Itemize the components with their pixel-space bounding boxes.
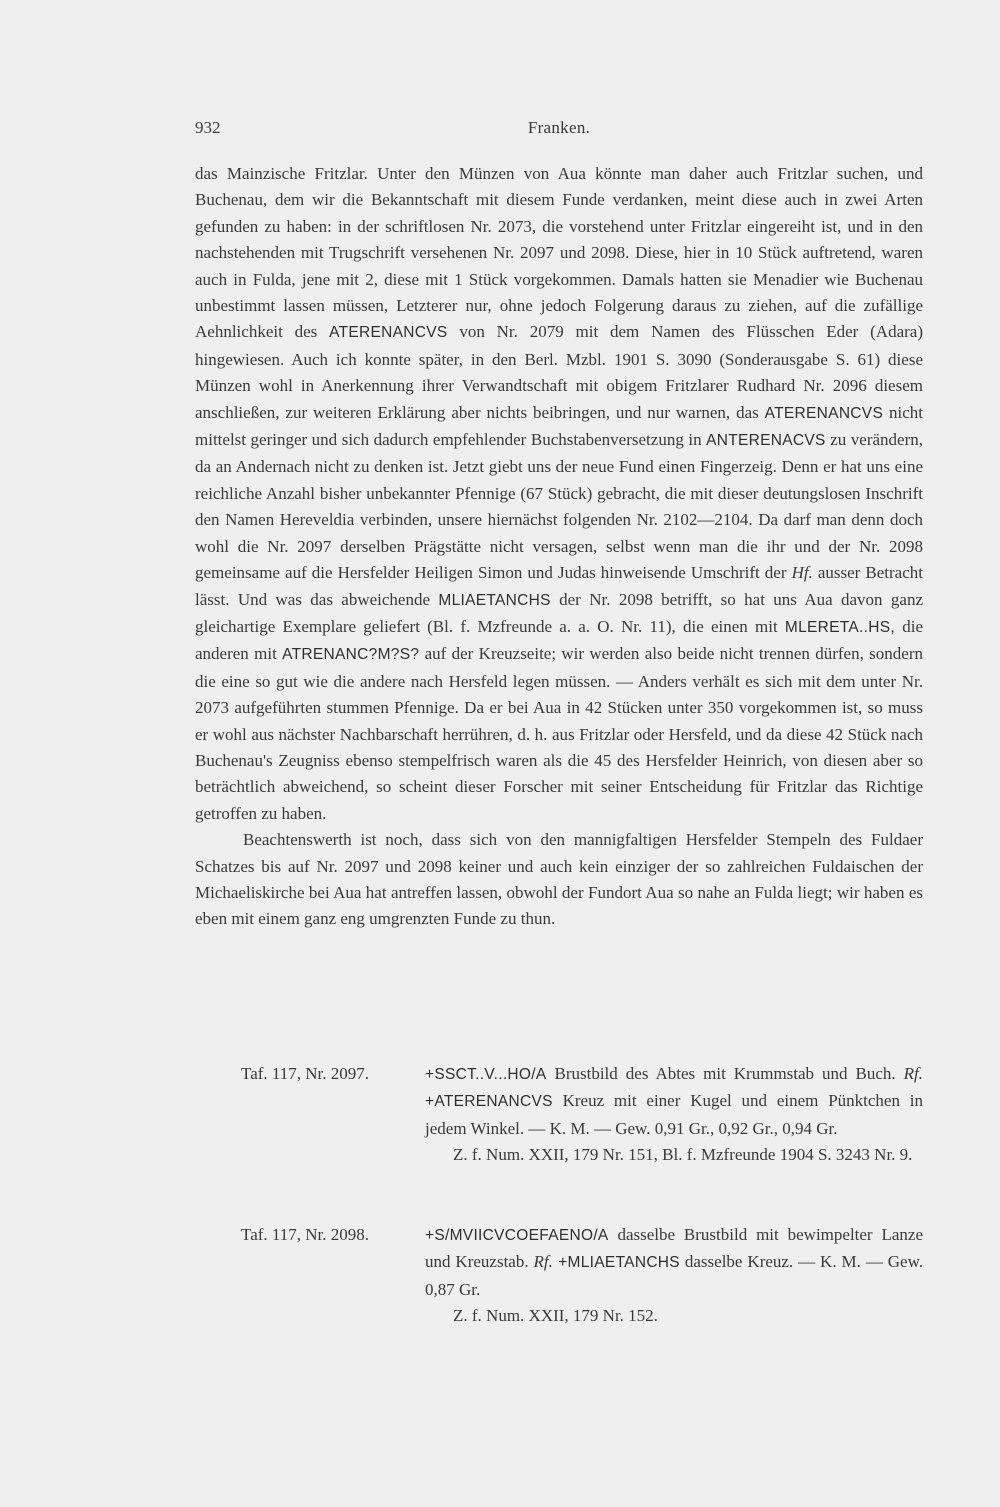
entry-text xyxy=(425,1061,923,1142)
coin-legend: +S/MVIICVCOEFAENO/A xyxy=(425,1227,609,1244)
paragraph-1 xyxy=(195,161,923,827)
citation: Z. f. Num. XXII, 179 Nr. 152. xyxy=(453,1306,658,1326)
entry-text-part: Kreuz mit einer Kugel und einem Pünktchen in jedem Winkel. — K. M. — Gew. 0,91 Gr., 0,92 Gr., 0,94 Gr. xyxy=(425,1091,923,1138)
coin-legend: MLIAETANCHS xyxy=(438,591,551,609)
coin-legend: ATERENANCVS xyxy=(329,324,448,342)
entry-text xyxy=(425,1222,923,1303)
paragraph-text: nicht mittelst geringer und sich dadurch empfehlender Buchstabenversetzung in xyxy=(195,402,923,450)
plate-reference: Taf. 117, Nr. 2098. xyxy=(241,1225,370,1244)
reverse-abbreviation: Rf. xyxy=(903,1064,923,1083)
catalog-entry-2097 xyxy=(195,1061,923,1201)
abbreviation: Hf. xyxy=(791,563,813,583)
paragraph-text: der Nr. 2098 betrifft, so hat uns Aua davon ganz gleichartige Exemplare geliefert (Bl. f. Mzfreunde a. a. O. Nr. 11), die einen mit xyxy=(195,589,924,636)
paragraph-text: die anderen mit xyxy=(195,616,923,664)
coin-legend: ATERENANCVS xyxy=(764,404,884,422)
paragraph-text: zu verändern, da an Andernach nicht zu denken ist. Jetzt giebt uns der neue Fund einen Fingerzeig. Denn er hat uns eine reichliche Anzahl bisher unbekannter Pfennige (67 Stück) gebracht, die mit dieser deutungslosen Inschrift den Namen Hereveldia verbinden, unsere hiernächst folgenden Nr. 2102—2104. Da darf man denn doch wohl die Nr. 2097 derselben Prägstätte nicht versagen, selbst wenn man die ihr und der Nr. 2098 gemeinsame auf die Hersfelder Heiligen Simon und Judas hinweisende Umschrift der xyxy=(195,430,923,583)
plate-reference: Taf. 117, Nr. 2097. xyxy=(241,1064,370,1083)
coin-legend: +SSCT..V...HO/A xyxy=(425,1066,547,1083)
page-body xyxy=(195,161,923,933)
paragraph-text: ausser Betracht lässt. Und was das abweichende xyxy=(195,563,923,609)
coin-legend: ANTERENACVS xyxy=(706,432,826,450)
coin-legend: ATRENANC?M?S? xyxy=(282,646,420,664)
page-header xyxy=(195,118,923,142)
citation: Z. f. Num. XXII, 179 Nr. 151, Bl. f. Mzfreunde 1904 S. 3243 Nr. 9. xyxy=(453,1145,913,1165)
coin-legend: +MLIAETANCHS xyxy=(552,1254,680,1272)
paragraph-text: das Mainzische Fritzlar. Unter den Münzen von Aua könnte man daher auch Fritzlar suchen, und Buchenau, dem wir die Bekanntschaft mit diesem Funde verdanken, meint diese auch in zwei Arten gefunden zu haben: in der schriftlosen Nr. 2073, die vorstehend unter Fritzlar eingereiht ist, und in den nachstehenden mit Trugschrift versehenen Nr. 2097 und 2098. Diese, hier in 10 Stück auftretend, waren auch in Fulda, jene mit 2, diese mit 1 Stück vorgekommen. Damals hatten sie Menadier wie Buchenau unbestimmt lassen müssen, Letzterer nur, ohne jedoch Folgerung daraus zu ziehen, auf die zufällige Aehnlichkeit des xyxy=(195,164,923,342)
paragraph-text: von Nr. 2079 mit dem Namen des Flüsschen Eder (Adara) hingewiesen. Auch ich konnte später, in den Berl. Mzbl. 1901 S. 3090 (Sonderausgabe S. 61) diese Münzen wohl in Anerkennung ihrer Verwandtschaft mit obigem Fritzlarer Rudhard Nr. 2096 diesem anschließen, zur weiteren Erklärung aber nichts beibringen, und nur warnen, das xyxy=(195,322,923,422)
entry-text-part: Brustbild des Abtes mit Krummstab und Buch. xyxy=(546,1064,904,1083)
page-number: 932 xyxy=(195,118,221,137)
reverse-abbreviation: Rf. xyxy=(533,1252,553,1272)
coin-legend: MLERETA..HS, xyxy=(784,618,895,636)
entry-text-part: dasselbe Brustbild mit bewimpelter Lanze und Kreuzstab. xyxy=(425,1225,923,1272)
coin-legend: +ATERENANCVS xyxy=(425,1093,553,1111)
entry-description xyxy=(425,1061,923,1169)
catalog-entry-2098 xyxy=(195,1222,923,1332)
entry-text-part: dasselbe Kreuz. — K. M. — Gew. 0,87 Gr. xyxy=(425,1252,924,1299)
paragraph-text: auf der Kreuzseite; wir werden also beide nicht trennen dürfen, sondern die eine so gut wie die andere nach Hersfeld legen müssen. — Anders verhält es sich mit dem unter Nr. 2073 aufgeführten stummen Pfennige. Da er bei Aua in 42 Stücken unter 350 vorgekommen ist, so muss er wohl aus nächster Nachbarschaft herrühren, d. h. aus Fritzlar oder Hersfeld, und da diese 42 Stück nach Buchenau's Zeugniss ebenso stempelfrisch waren als die 45 des Hersfelder Heinrich, von diesen aber so beträchtlich abweichend, so scheint dieser Forscher mit seiner Entscheidung für Fritzlar das Richtige getroffen zu haben. xyxy=(195,644,924,823)
running-head: Franken. xyxy=(527,118,591,137)
paragraph-2: Beachtenswerth ist noch, dass sich von den mannigfaltigen Hersfelder Stempeln des Fuldaer Schatzes bis auf Nr. 2097 und 2098 keiner und auch kein einziger der so zahlreichen Fuldaischen der Michaeliskirche bei Aua hat antreffen lassen, obwohl der Fundort Aua so nahe an Fulda liegt; wir haben es eben mit einem ganz eng umgrenzten Funde zu thun. xyxy=(195,830,923,929)
entry-description xyxy=(425,1222,923,1330)
